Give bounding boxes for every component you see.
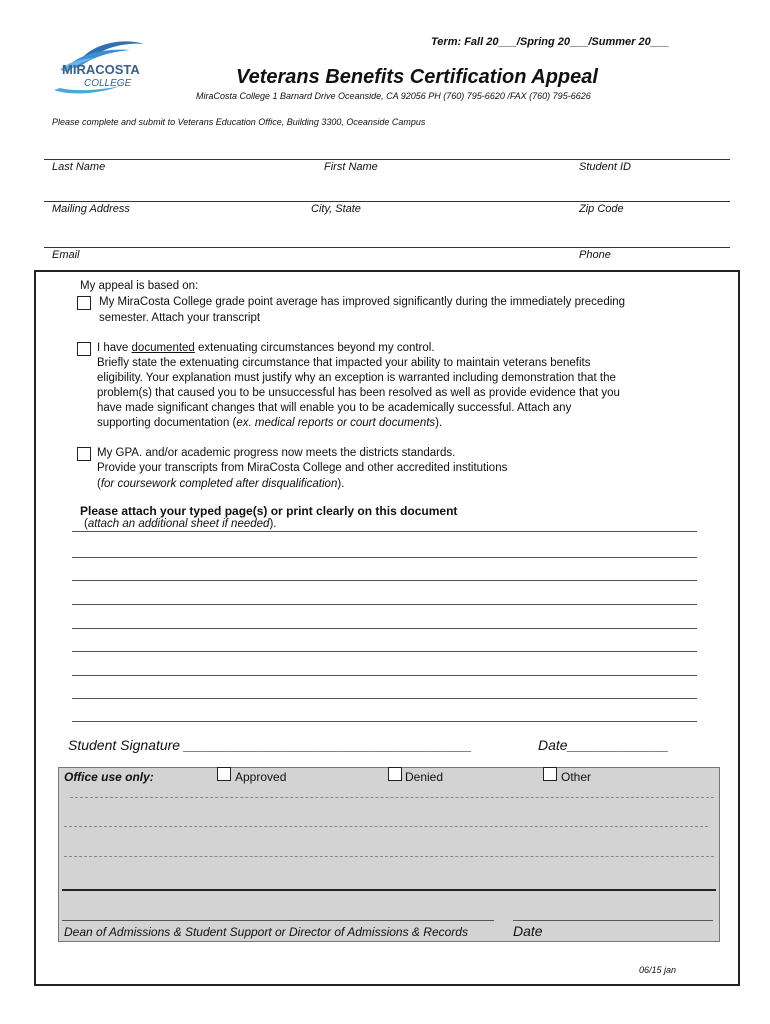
option2-text-4: problem(s) that caused you to be unsuccessful has been resolved as well as provide evidence that you (97, 387, 620, 399)
mailing-address-field[interactable]: Mailing Address (52, 203, 130, 215)
writing-line[interactable] (72, 557, 697, 558)
email-field[interactable]: Email (52, 249, 80, 261)
other-checkbox[interactable] (543, 767, 557, 781)
option1-text: My MiraCosta College grade point average has improved significantly during the immediately preceding (99, 296, 626, 308)
dean-date-line[interactable] (513, 920, 713, 921)
zip-code-field[interactable]: Zip Code (579, 203, 624, 215)
dean-date-label: Date (513, 923, 543, 939)
option2-text-5: have made significant changes that will enable you to be academically successful. Attach any (97, 402, 572, 414)
approved-checkbox[interactable] (217, 767, 231, 781)
office-note-line[interactable] (70, 797, 714, 798)
writing-line[interactable] (72, 628, 697, 629)
option2-text-2: Briefly state the extenuating circumstance that impacted your ability to maintain veterans benefits (97, 357, 591, 369)
option2-text-6: supporting documentation (ex. medical reports or court documents). (97, 417, 443, 429)
option2-text: I have documented extenuating circumstances beyond my control. (97, 342, 435, 354)
phone-field[interactable]: Phone (579, 249, 611, 261)
writing-line[interactable] (72, 531, 697, 532)
gpa-meets-standards-checkbox[interactable] (77, 447, 91, 461)
denied-label: Denied (405, 770, 444, 784)
field-divider (44, 247, 730, 248)
option3-text-3: (for coursework completed after disqualification). (97, 478, 345, 490)
writing-line[interactable] (72, 651, 697, 652)
other-label: Other (561, 770, 592, 784)
signature-date-field[interactable]: Date_____________ (538, 737, 669, 753)
writing-line[interactable] (72, 604, 697, 605)
student-signature-field[interactable]: Student Signature _____________________________________ (68, 737, 473, 753)
office-note-line[interactable] (64, 826, 708, 827)
option3-text: My GPA. and/or academic progress now meets the districts standards. (97, 447, 456, 459)
writing-line[interactable] (72, 580, 697, 581)
gpa-improved-checkbox[interactable] (77, 296, 91, 310)
field-divider (44, 201, 730, 202)
student-id-field[interactable]: Student ID (579, 161, 631, 173)
writing-line[interactable] (72, 675, 697, 676)
dean-signature-line[interactable] (62, 920, 494, 921)
logo-text-college: COLLEGE (84, 78, 132, 89)
appeal-intro: My appeal is based on: (80, 280, 199, 292)
submission-instructions: Please complete and submit to Veterans Education Office, Building 3300, Oceanside Campus (52, 117, 426, 127)
writing-line[interactable] (72, 698, 697, 699)
office-use-box (58, 767, 720, 942)
dean-signature-label: Dean of Admissions & Student Support or Director of Admissions & Records (64, 925, 468, 939)
first-name-field[interactable]: First Name (324, 161, 378, 173)
approved-label: Approved (235, 770, 287, 784)
option3-text-2: Provide your transcripts from MiraCosta College and other accredited institutions (97, 462, 508, 474)
writing-line[interactable] (72, 721, 697, 722)
option1-text-2: semester. Attach your transcript (99, 312, 261, 324)
option2-text-3: eligibility. Your explanation must justify why an exception is warranted including demonstration that the (97, 372, 616, 384)
form-title: Veterans Benefits Certification Appeal (236, 66, 598, 88)
form-revision-code: 06/15 jan (639, 965, 677, 975)
office-use-label: Office use only: (64, 770, 154, 784)
attach-instruction: Please attach your typed page(s) or print clearly on this document (80, 504, 458, 518)
office-note-line[interactable] (64, 856, 714, 857)
college-logo (50, 36, 146, 98)
term-line: Term: Fall 20___/Spring 20___/Summer 20___ (431, 36, 670, 48)
denied-checkbox[interactable] (388, 767, 402, 781)
logo-text-mira: MIRACOSTA (62, 62, 140, 77)
city-state-field[interactable]: City, State (311, 203, 361, 215)
last-name-field[interactable]: Last Name (52, 161, 106, 173)
extenuating-circumstances-checkbox[interactable] (77, 342, 91, 356)
field-divider (44, 159, 730, 160)
office-note-line[interactable] (62, 889, 716, 891)
attach-subinstruction: (attach an additional sheet if needed). (84, 518, 277, 530)
college-address: MiraCosta College 1 Barnard Drive Oceanside, CA 92056 PH (760) 795-6620 /FAX (760) 795-6626 (196, 91, 591, 101)
